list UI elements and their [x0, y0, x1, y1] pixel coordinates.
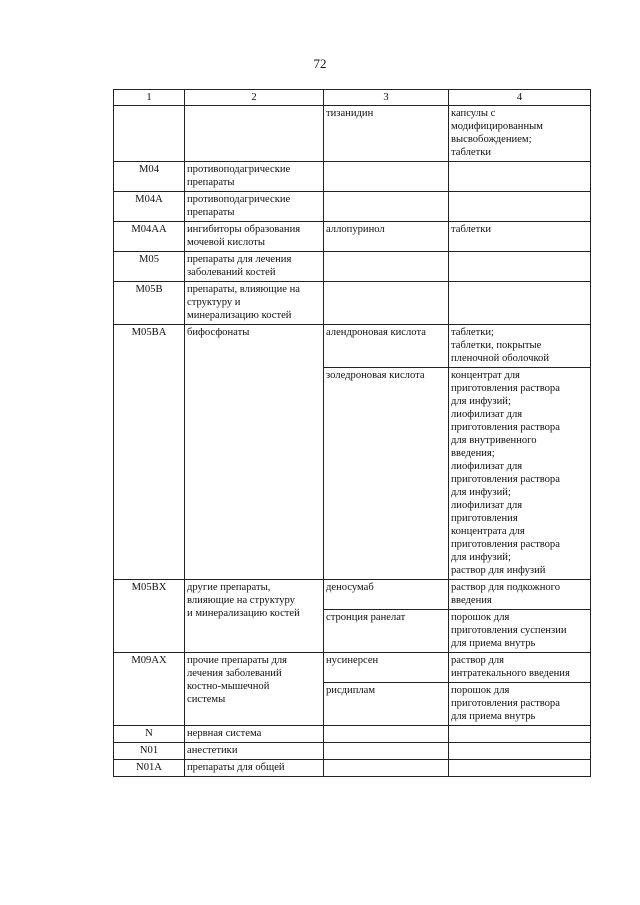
dosage-form: [449, 282, 591, 325]
drug-name: [324, 162, 449, 192]
drug-name: алендроновая кислота: [324, 325, 449, 368]
dosage-form: порошок для приготовления раствора для приема внутрь: [449, 683, 591, 726]
dosage-form: капсулы с модифицированным высвобождением; таблетки: [449, 106, 591, 162]
table-row: [114, 162, 591, 192]
atc-code: M09AX: [114, 653, 185, 726]
dosage-form: концентрат для приготовления раствора для инфузий; лиофилизат для приготовления раствора для внутривенного введения; лиофилизат для приготовления раствора для инфузий; лиофилизат для приготовления концентрата для приготовления раствора для инфузий; раствор для инфузий: [449, 368, 591, 580]
drug-name: золедроновая кислота: [324, 368, 449, 580]
header-col-3: 3: [324, 90, 449, 106]
group-name: [185, 106, 324, 162]
atc-code: N01: [114, 743, 185, 760]
dosage-form: [449, 252, 591, 282]
drug-name: деносумаб: [324, 580, 449, 610]
atc-code: N: [114, 726, 185, 743]
dosage-form: раствор для интратекального введения: [449, 653, 591, 683]
group-name: анестетики: [185, 743, 324, 760]
dosage-form: [449, 743, 591, 760]
drug-name: [324, 760, 449, 777]
drug-name: тизанидин: [324, 106, 449, 162]
atc-code: [114, 106, 185, 162]
group-name: препараты, влияющие на структуру и минерализацию костей: [185, 282, 324, 325]
drug-name: [324, 726, 449, 743]
table-row: [114, 192, 591, 222]
atc-code: M04: [114, 162, 185, 192]
table-row: [114, 743, 591, 760]
drug-name: [324, 192, 449, 222]
drug-classification-table: [113, 89, 591, 777]
table-row: [114, 580, 591, 610]
table-row: [114, 106, 591, 162]
atc-code: M05: [114, 252, 185, 282]
group-name: препараты для лечения заболеваний костей: [185, 252, 324, 282]
table-row: [114, 653, 591, 683]
atc-code: M04AA: [114, 222, 185, 252]
atc-code: M05BX: [114, 580, 185, 653]
header-col-4: 4: [449, 90, 591, 106]
table-row: [114, 726, 591, 743]
table-row: [114, 222, 591, 252]
dosage-form: таблетки: [449, 222, 591, 252]
table-row: [114, 252, 591, 282]
dosage-form: [449, 162, 591, 192]
dosage-form: порошок для приготовления суспензии для приема внутрь: [449, 610, 591, 653]
drug-name: [324, 743, 449, 760]
drug-name: рисдиплам: [324, 683, 449, 726]
group-name: прочие препараты для лечения заболеваний костно-мышечной системы: [185, 653, 324, 726]
group-name: препараты для общей: [185, 760, 324, 777]
drug-name: стронция ранелат: [324, 610, 449, 653]
dosage-form: [449, 760, 591, 777]
drug-name: [324, 282, 449, 325]
atc-code: M05BA: [114, 325, 185, 580]
table-row: [114, 325, 591, 368]
group-name: бифосфонаты: [185, 325, 324, 580]
page-number: 72: [313, 56, 327, 71]
dosage-form: таблетки; таблетки, покрытые пленочной оболочкой: [449, 325, 591, 368]
drug-name: нусинерсен: [324, 653, 449, 683]
group-name: нервная система: [185, 726, 324, 743]
table-row: [114, 760, 591, 777]
group-name: противоподагрические препараты: [185, 192, 324, 222]
table-header-row: [114, 90, 591, 106]
atc-code: M05B: [114, 282, 185, 325]
dosage-form: [449, 192, 591, 222]
group-name: другие препараты, влияющие на структуру и минерализацию костей: [185, 580, 324, 653]
group-name: ингибиторы образования мочевой кислоты: [185, 222, 324, 252]
table-row: [114, 282, 591, 325]
dosage-form: раствор для подкожного введения: [449, 580, 591, 610]
drug-name: [324, 252, 449, 282]
atc-code: M04A: [114, 192, 185, 222]
group-name: противоподагрические препараты: [185, 162, 324, 192]
header-col-1: 1: [114, 90, 185, 106]
header-col-2: 2: [185, 90, 324, 106]
drug-name: аллопуринол: [324, 222, 449, 252]
dosage-form: [449, 726, 591, 743]
atc-code: N01A: [114, 760, 185, 777]
